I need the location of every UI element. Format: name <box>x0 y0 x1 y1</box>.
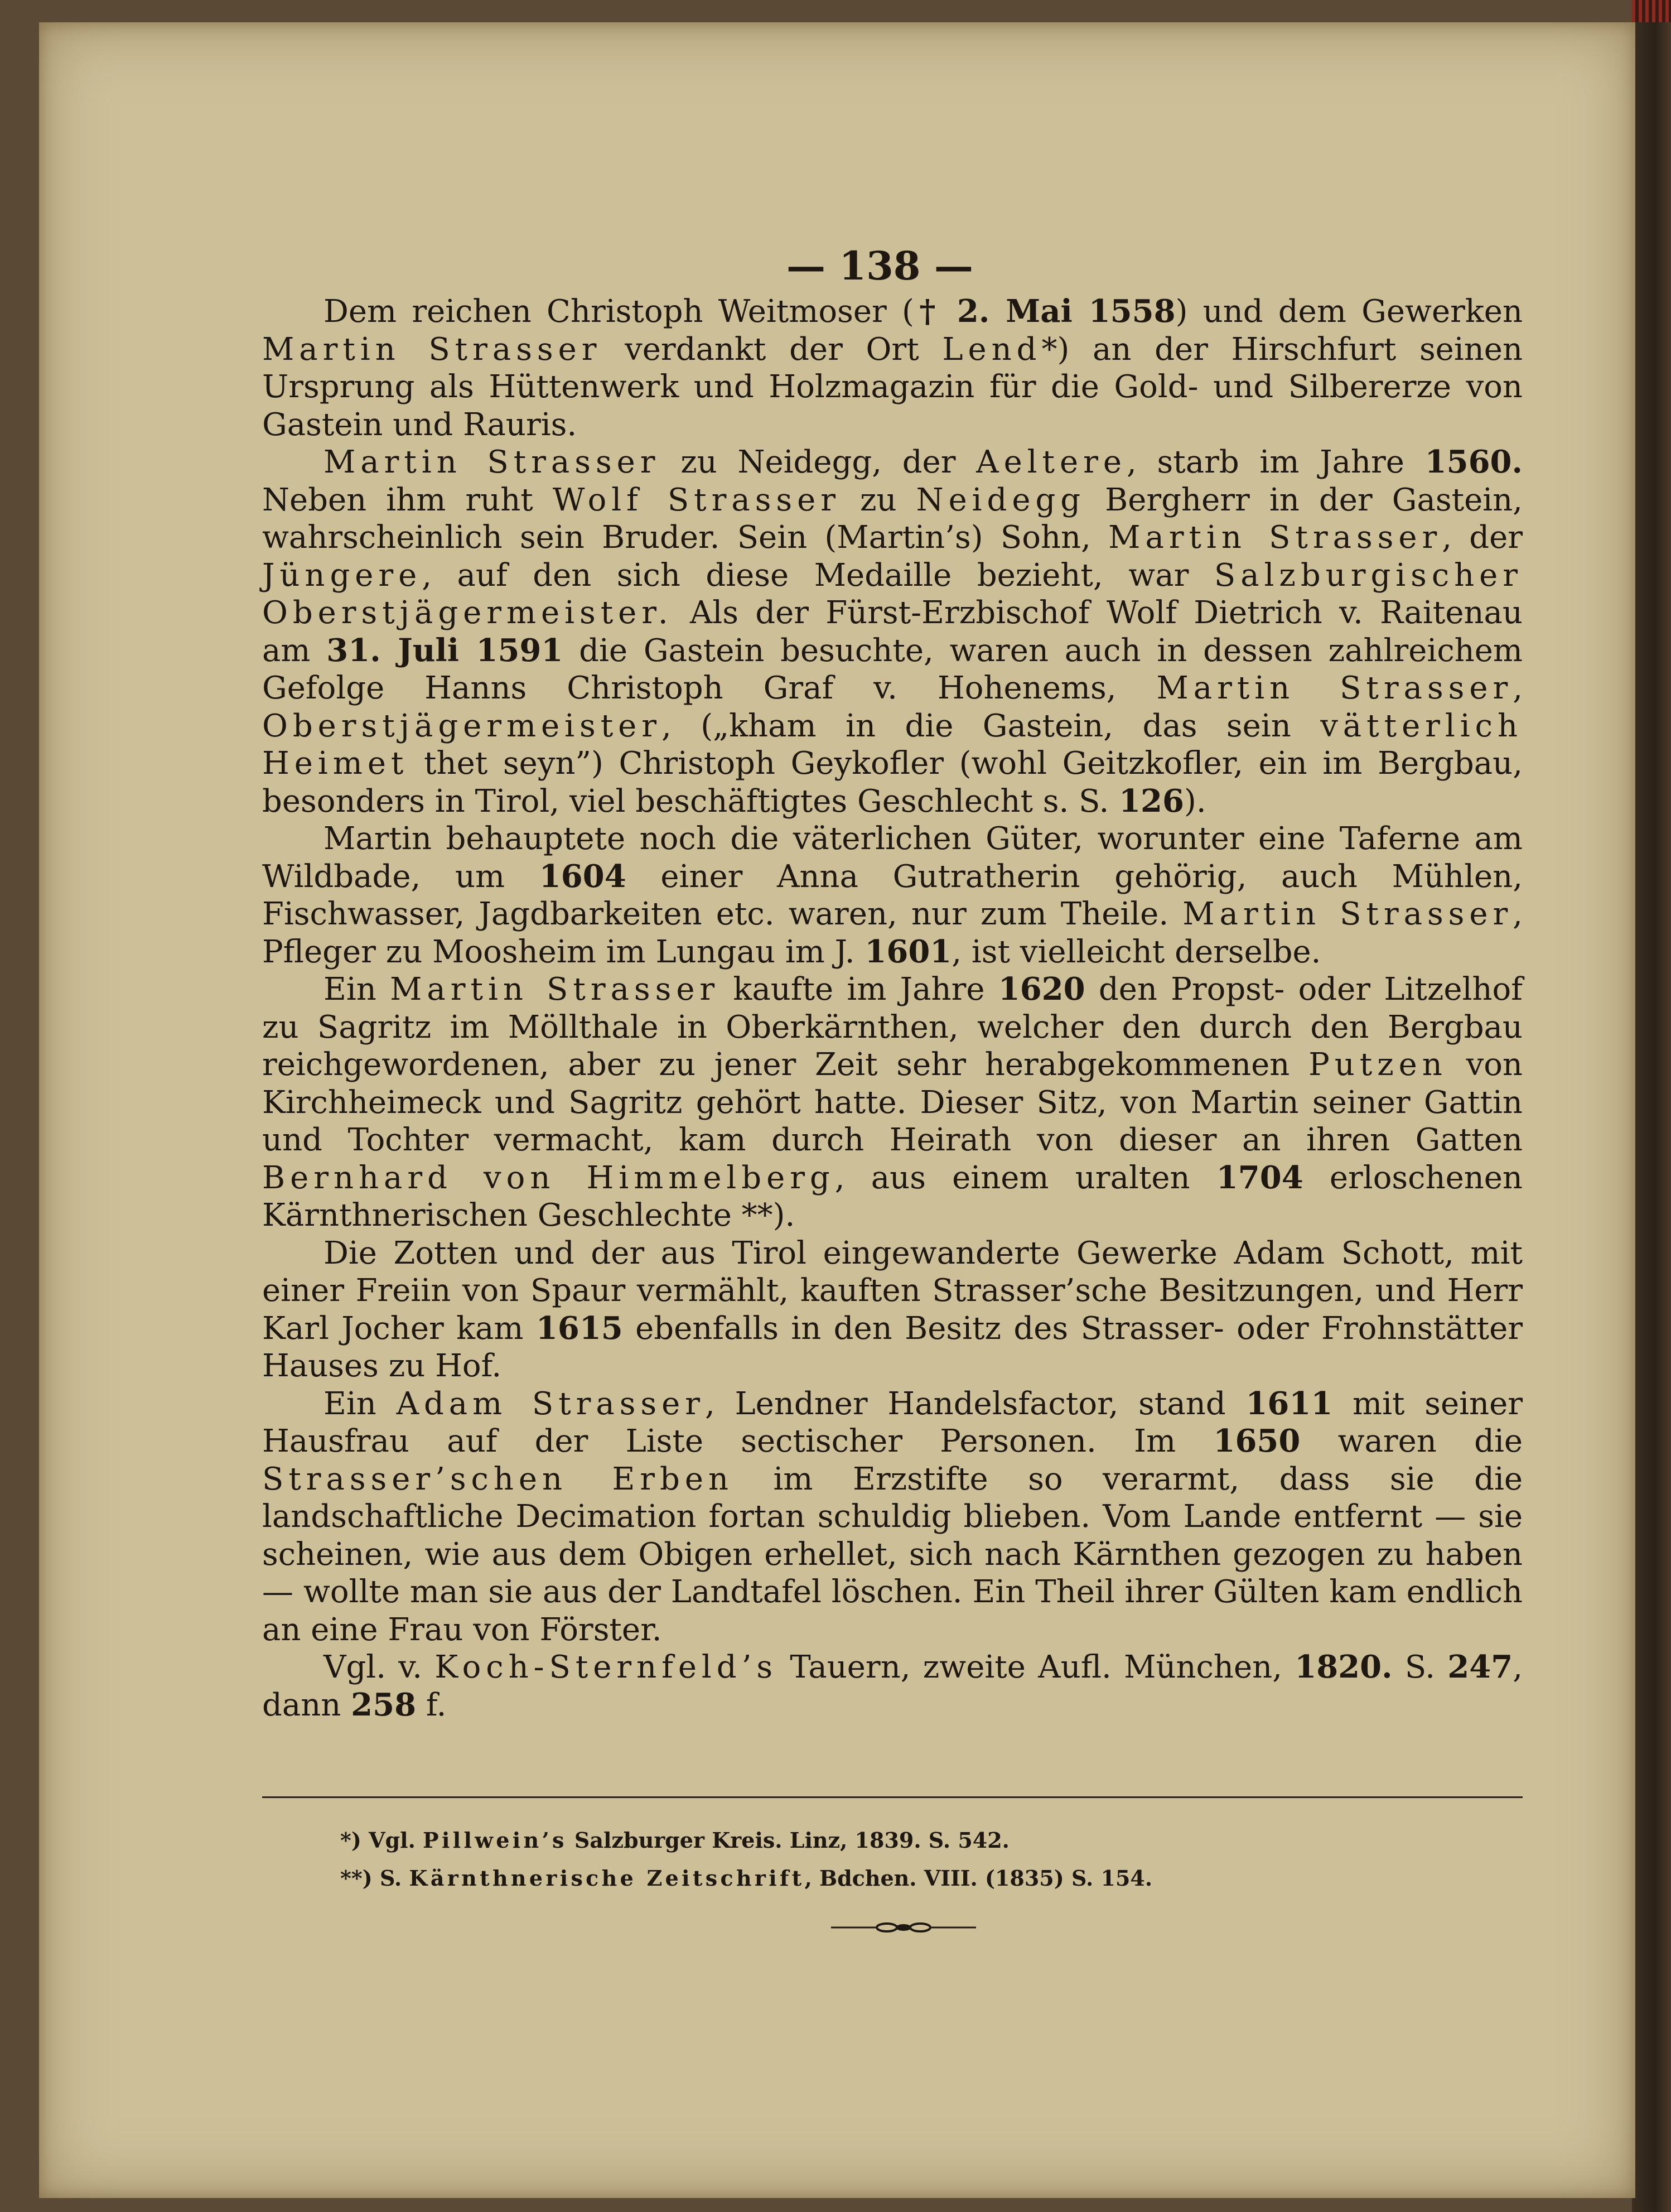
paragraph: Dem reichen Christoph Weitmoser († 2. Mai 1558) und dem Gewerken Martin Strasser verdankt der Ort Lend*) an der Hirschfurt seinen Ursprung als Hüttenwerk und Holzmagazin für die Gold- und Silbererze von Gastein und Rauris. <box>262 293 1523 443</box>
paragraph: Ein Adam Strasser, Lendner Handelsfactor, stand 1611 mit seiner Hausfrau auf der Liste sectischer Personen. Im 1650 waren die Strasser’schen Erben im Erzstifte so verarmt, dass sie die landschaftliche Decimation fortan schuldig blieben. Vom Lande entfernt — sie scheinen, wie aus dem Obigen erhellet, sich nach Kärnthen gezogen zu haben — wollte man sie aus der Landtafel löschen. Ein Theil ihrer Gülten kam endlich an eine Frau von Förster. <box>262 1385 1523 1648</box>
binding-strip <box>1632 0 1671 2212</box>
end-ornament <box>831 1922 976 1933</box>
footnote: *) Vgl. Pillwein’s Salzburger Kreis. Linz, 1839. S. 542. <box>340 1828 1010 1853</box>
book-page <box>39 22 1635 2198</box>
binding-stripe <box>1632 0 1671 22</box>
footnote-rule <box>262 1796 1523 1798</box>
paragraph: Die Zotten und der aus Tirol eingewanderte Gewerke Adam Schott, mit einer Freiin von Spaur vermählt, kauften Strasser’sche Besitzungen, und Herr Karl Jocher kam 1615 ebenfalls in den Besitz des Strasser- oder Frohnstätter Hauses zu Hof. <box>262 1235 1523 1384</box>
footnote: **) S. Kärnthnerische Zeitschrift, Bdchen. VIII. (1835) S. 154. <box>340 1866 1153 1891</box>
paragraph: Martin behauptete noch die väterlichen Güter, worunter eine Taferne am Wildbade, um 1604 einer Anna Gutratherin gehörig, auch Mühlen, Fischwasser, Jagdbarkeiten etc. waren, nur zum Theile. Martin Strasser, Pfleger zu Moosheim im Lungau im J. 1601, ist vielleicht derselbe. <box>262 821 1523 970</box>
body-text <box>262 234 1523 1724</box>
paragraph: Vgl. v. Koch-Sternfeld’s Tauern, zweite Aufl. München, 1820. S. 247, dann 258 f. <box>262 1649 1523 1723</box>
paragraph: Ein Martin Strasser kaufte im Jahre 1620 den Propst- oder Litzelhof zu Sagritz im Möllthale in Oberkärnthen, welcher den durch den Bergbau reichgewordenen, aber zu jener Zeit sehr herabgekommenen Putzen von Kirchheimeck und Sagritz gehört hatte. Dieser Sitz, von Martin seiner Gattin und Tochter vermacht, kam durch Heirath von dieser an ihren Gatten Bernhard von Himmelberg, aus einem uralten 1704 erloschenen Kärnthnerischen Geschlechte **). <box>262 971 1523 1233</box>
paragraph: Martin Strasser zu Neidegg, der Aeltere, starb im Jahre 1560. Neben ihm ruht Wolf Strasser zu Neidegg Bergherr in der Gastein, wahrscheinlich sein Bruder. Sein (Martin’s) Sohn, Martin Strasser, der Jüngere, auf den sich diese Medaille bezieht, war Salzburgischer Oberstjägermeister. Als der Fürst-Erzbischof Wolf Dietrich v. Raitenau am 31. Juli 1591 die Gastein besuchte, waren auch in dessen zahlreichem Gefolge Hanns Christoph Graf v. Hohenems, Martin Strasser, Oberstjägermeister, („kham in die Gastein, das sein vätterlich Heimet thet seyn”) Christoph Geykofler (wohl Geitzkofler, ein im Bergbau, besonders in Tirol, viel beschäftigtes Geschlecht s. S. 126). <box>262 444 1523 820</box>
footnotes <box>340 1821 1400 1897</box>
page-number: — 138 — <box>786 243 973 289</box>
